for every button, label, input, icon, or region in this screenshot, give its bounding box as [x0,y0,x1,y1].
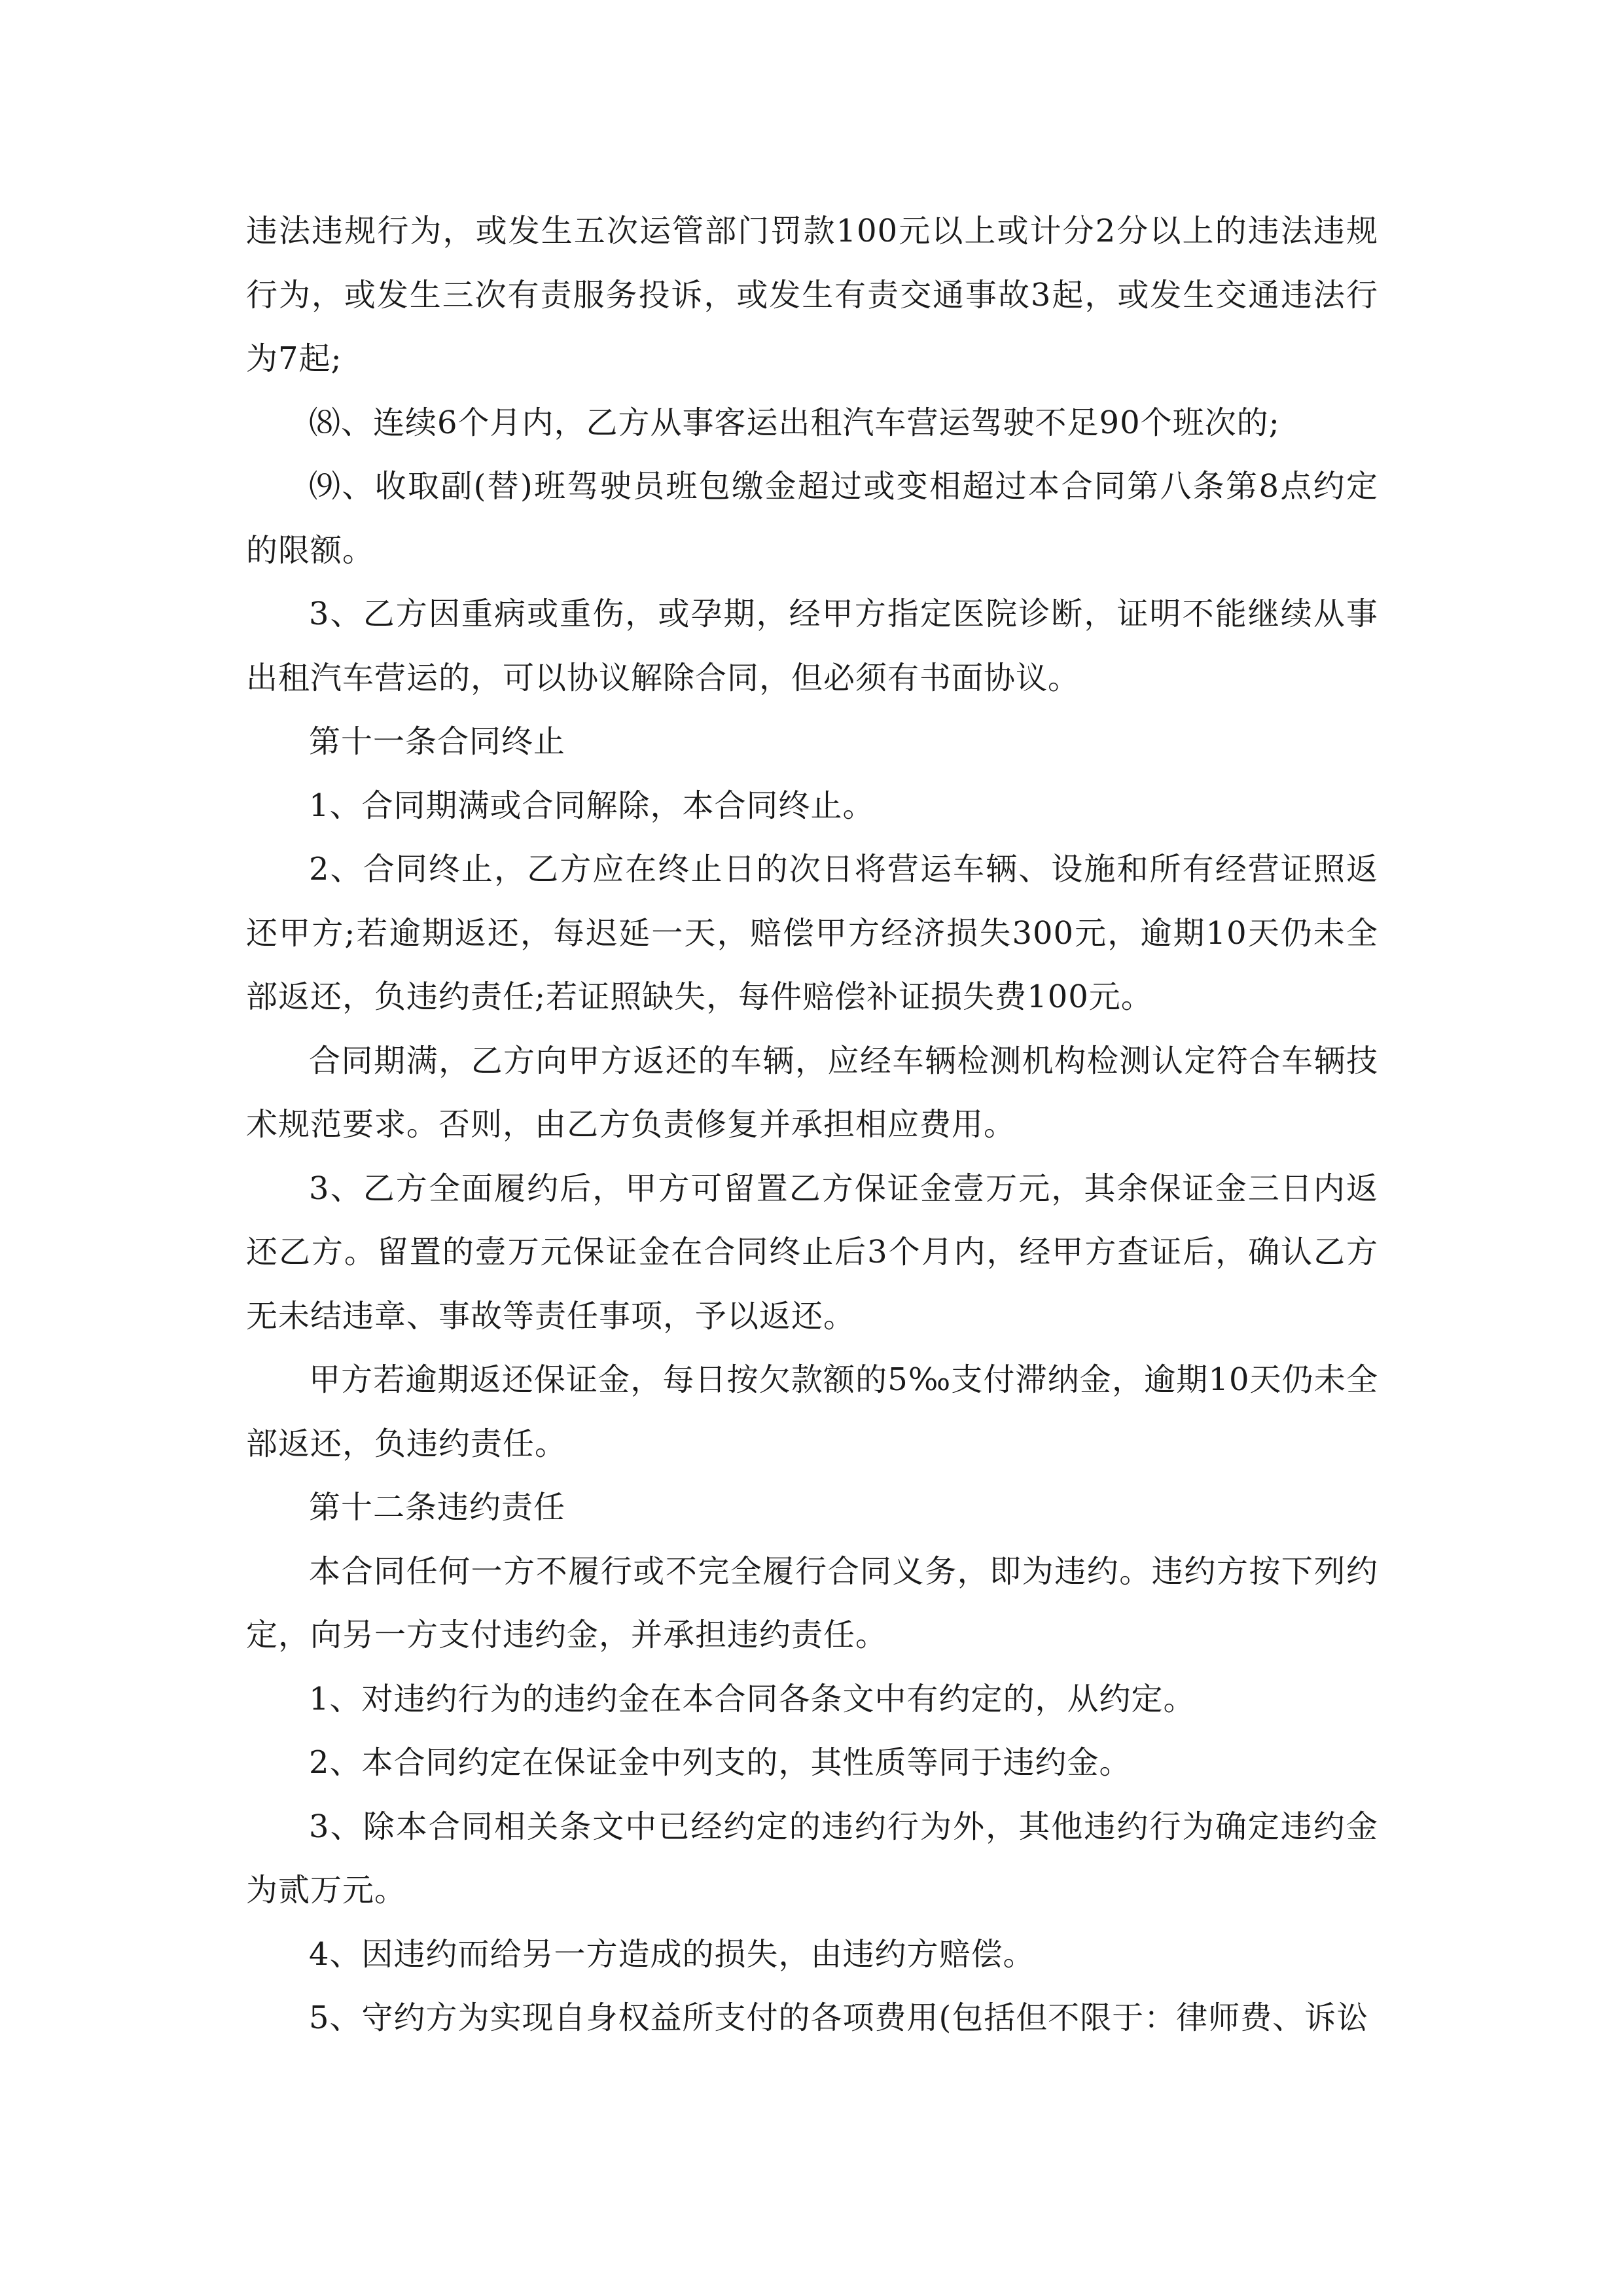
paragraph-breach-4: 4、因违约而给另一方造成的损失，由违约方赔偿。 [309,1935,1035,1973]
paragraph-item-8: ⑻、连续6个月内，乙方从事客运出租汽车营运驾驶不足90个班次的; [309,404,1280,441]
paragraph-breach-definition: 本合同任何一方不履行或不完全履行合同义务，即为违约。违约方按下列约定，向另一方支付违约金，并承担违约责任。 [246,1552,1378,1653]
paragraph-item-9: ⑼、收取副(替)班驾驶员班包缴金超过或变相超过本合同第八条第8点约定的限额。 [246,468,1378,569]
document-body [246,200,1378,2051]
paragraph-breach-1: 1、对违约行为的违约金在本合同各条文中有约定的，从约定。 [309,1680,1196,1717]
paragraph-breach-3: 3、除本合同相关条文中已经约定的违约行为外，其他违约行为确定违约金为贰万元。 [246,1808,1378,1909]
paragraph-breach-2: 2、本合同约定在保证金中列支的，其性质等同于违约金。 [309,1744,1132,1781]
paragraph-termination-1: 1、合同期满或合同解除，本合同终止。 [309,787,875,824]
paragraph-late-fee: 甲方若逾期返还保证金，每日按欠款额的5‰支付滞纳金，逾期10天仍未全部返还，负违约责任。 [246,1361,1378,1462]
article-12-heading: 第十二条违约责任 [309,1489,566,1526]
paragraph-clause-3-illness: 3、乙方因重病或重伤，或孕期，经甲方指定医院诊断，证明不能继续从事出租汽车营运的，可以协议解除合同，但必须有书面协议。 [246,596,1378,696]
paragraph-breach-5: 5、守约方为实现自身权益所支付的各项费用(包括但不限于：律师费、诉讼 [309,2000,1369,2036]
paragraph-deposit-return: 3、乙方全面履约后，甲方可留置乙方保证金壹万元，其余保证金三日内返还乙方。留置的壹万元保证金在合同终止后3个月内，经甲方查证后，确认乙方无未结违章、事故等责任事项，予以返还。 [246,1170,1378,1335]
paragraph-vehicle-return: 合同期满，乙方向甲方返还的车辆，应经车辆检测机构检测认定符合车辆技术规范要求。否则，由乙方负责修复并承担相应费用。 [246,1042,1378,1143]
article-11-heading: 第十一条合同终止 [309,723,566,760]
paragraph-termination-2: 2、合同终止，乙方应在终止日的次日将营运车辆、设施和所有经营证照返还甲方;若逾期返还，每迟延一天，赔偿甲方经济损失300元，逾期10天仍未全部返还，负违约责任;若证照缺失，每件赔偿补证损失费100元。 [246,851,1378,1015]
paragraph-violation-continued: 违法违规行为，或发生五次运管部门罚款100元以上或计分2分以上的违法违规行为，或发生三次有责服务投诉，或发生有责交通事故3起，或发生交通违法行为7起; [246,213,1378,377]
